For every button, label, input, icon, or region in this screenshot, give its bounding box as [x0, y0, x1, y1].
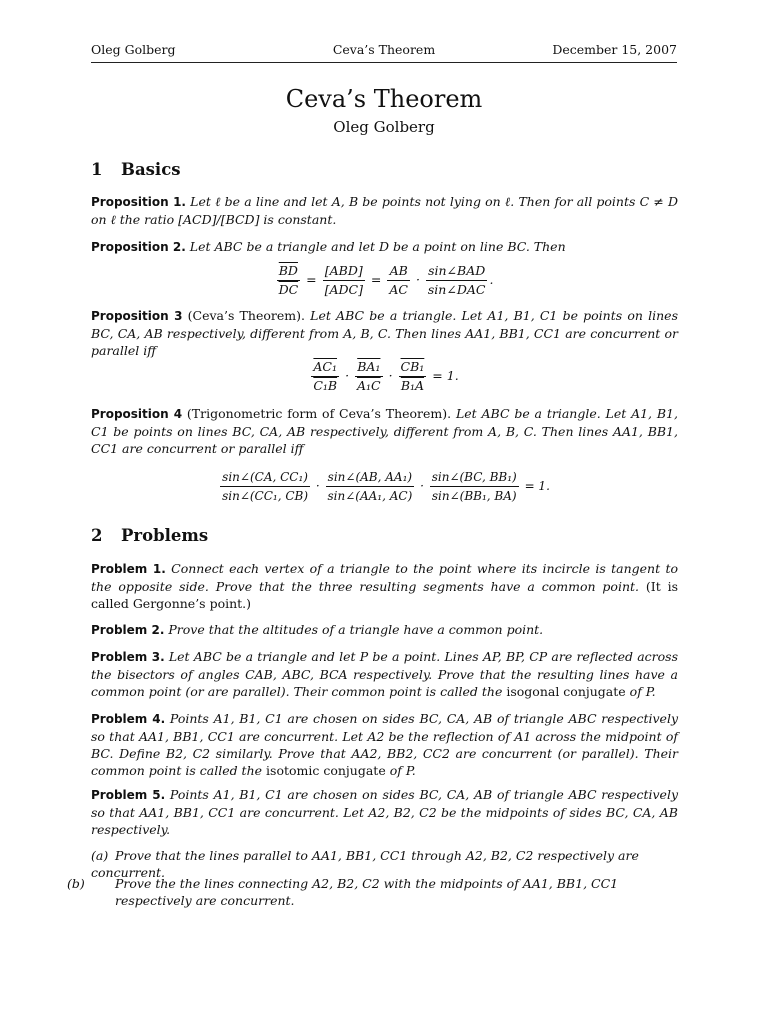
problem-term: isotomic conjugate	[266, 763, 386, 778]
section-number: 2	[91, 526, 103, 545]
fraction	[326, 468, 415, 505]
numerator: AC₁	[311, 358, 339, 377]
proposition-1	[91, 193, 678, 228]
denominator: AC	[389, 282, 408, 297]
denominator: [ADC]	[324, 282, 363, 297]
proposition-label: Proposition 1.	[91, 195, 186, 209]
numerator: CB₁	[399, 358, 427, 377]
denominator: DC	[278, 282, 299, 297]
item-text: Prove the the lines connecting A2, B2, C2 with the midpoints of AA1, BB1, CC1 respectively are concurrent.	[115, 876, 619, 908]
problem-end: of P.	[389, 763, 416, 778]
denominator: B₁A	[400, 378, 425, 393]
fraction	[355, 358, 383, 395]
proposition-label: Proposition 3	[91, 309, 183, 323]
problem-5	[91, 786, 678, 838]
problem-text: Points A1, B1, C1 are chosen on sides BC, CA, AB of triangle ABC respectively so that AA1, BB1, CC1 are concurrent. Let A2 be the reflection of A1 across the midpoint of BC. Define B2, C2 similarly. Prove that AA2, BB2, CC2 are concurrent (or parallel). Their common point is called the	[91, 711, 679, 778]
numerator: sin∠(BC, BB₁)	[430, 468, 519, 487]
problem-label: Problem 2.	[91, 623, 165, 637]
section-number: 1	[91, 160, 103, 179]
equation-trig-ceva: $\frac{\text{sin∠(CA, CC₁)}}{\text{sin∠(CC₁, CB)}}$ · $\frac{\text{sin∠(AB, AA₁)}}{\text{sin∠(AA₁, AC)}}$ · $\frac{\text{sin∠(BC, BB₁)}}{\text{sin∠(BB₁, BA)}}$ = 1.	[222, 470, 550, 503]
equation-rhs: = 1.	[524, 479, 550, 493]
equation-ratio-areas: $\frac{\overline{BD}}{DC}$ = $\frac{\text{[ABD]}}{\text{[ADC]}}$ = $\frac{AB}{AC}$ · $\frac{\text{sin∠BAD}}{\text{sin∠DAC}}$ .	[278, 263, 494, 297]
numerator: [ABD]	[323, 262, 365, 281]
proposition-text: Let ABC be a triangle. Let A1, B1, C1 be points on lines BC, CA, AB respectively, different from A, B, C. Then lines AA1, BB1, CC1 are concurrent or parallel iff	[91, 308, 678, 358]
numerator: BA₁	[355, 358, 383, 377]
problem-label: Problem 1.	[91, 562, 166, 576]
fraction	[399, 358, 427, 395]
header-rule	[91, 62, 677, 63]
denominator: C₁B	[313, 378, 338, 393]
running-header	[91, 42, 677, 62]
problem-4	[91, 710, 678, 779]
problem-3	[91, 648, 678, 700]
fraction	[277, 262, 301, 299]
problem-text: Let ABC be a triangle and let P be a point. Lines AP, BP, CP are reflected across the bisectors of angles CAB, ABC, BCA respectively. Prove that the resulting lines have a common point (or are parallel). Their common point is called the	[91, 649, 678, 699]
item-tag: (a)	[91, 848, 109, 863]
denominator: sin∠DAC	[427, 282, 486, 297]
proposition-2	[91, 238, 678, 256]
section-heading-basics	[91, 160, 181, 179]
problem-1	[91, 560, 678, 612]
denominator: sin∠(CC₁, CB)	[222, 489, 309, 503]
fraction	[430, 468, 519, 505]
proposition-4	[91, 405, 678, 457]
header-author: Oleg Golberg	[91, 42, 176, 57]
fraction	[311, 358, 339, 395]
numerator: sin∠BAD	[426, 262, 488, 281]
problem-label: Problem 5.	[91, 788, 166, 802]
problem-text: Points A1, B1, C1 are chosen on sides BC, CA, AB of triangle ABC respectively so that AA1, BB1, CC1 are concurrent. Let A2, B2, C2 be the midpoints of sides BC, CA, AB respectively.	[91, 787, 679, 837]
header-date: December 15, 2007	[552, 42, 677, 57]
fraction	[323, 262, 365, 299]
proposition-note: (Trigonometric form of Ceva’s Theorem).	[186, 406, 452, 421]
section-heading-problems	[91, 526, 208, 545]
item-text: Prove that the lines parallel to AA1, BB1, CC1 through A2, B2, C2 respectively are concurrent.	[91, 848, 639, 880]
equation-ceva: $\frac{\text{AC₁}}{\text{C₁B}}$ · $\frac{\text{BA₁}}{\text{A₁C}}$ · $\frac{\text{CB₁}}{\text{B₁A}}$ = 1.	[313, 359, 459, 393]
proposition-label: Proposition 2.	[91, 240, 186, 254]
numerator: sin∠(AB, AA₁)	[326, 468, 415, 487]
numerator: sin∠(CA, CC₁)	[220, 468, 310, 487]
problem-text: Prove that the altitudes of a triangle have a common point.	[168, 622, 544, 637]
problem-tail: (It is called Gergonne’s point.)	[91, 579, 678, 611]
fraction	[220, 468, 310, 505]
problem-5-part-b	[67, 875, 678, 909]
proposition-3	[91, 307, 678, 359]
denominator: sin∠(BB₁, BA)	[431, 489, 517, 503]
header-title: Ceva’s Theorem	[332, 42, 436, 57]
problem-2	[91, 621, 678, 639]
numerator: AB	[387, 262, 410, 281]
numerator: $\overline{BD}$	[277, 262, 301, 281]
problem-label: Problem 3.	[91, 650, 165, 664]
item-tag: (b)	[67, 876, 85, 891]
equation-rhs: = 1.	[432, 368, 459, 383]
proposition-text: Let ABC be a triangle and let D be a point on line BC. Then	[189, 239, 566, 254]
document-title: Ceva’s Theorem	[285, 85, 483, 113]
section-title: Problems	[121, 526, 209, 545]
section-title: Basics	[121, 160, 181, 179]
denominator: A₁C	[357, 378, 381, 393]
problem-text: Connect each vertex of a triangle to the point where its incircle is tangent to the opposite side. Prove that the three resulting segments have a common point.	[91, 561, 678, 594]
proposition-label: Proposition 4	[91, 407, 183, 421]
document-author: Oleg Golberg	[333, 118, 435, 136]
problem-term: isogonal conjugate	[506, 684, 626, 699]
problem-label: Problem 4.	[91, 712, 166, 726]
problem-end: of P.	[629, 684, 656, 699]
proposition-text: Let ℓ be a line and let A, B be points not lying on ℓ. Then for all points C ≠ D on ℓ the ratio [ACD]/[BCD] is constant.	[91, 194, 678, 227]
proposition-text: Let ABC be a triangle. Let A1, B1, C1 be points on lines BC, CA, AB respectively, different from A, B, C. Then lines AA1, BB1, CC1 are concurrent or parallel iff	[91, 406, 678, 456]
proposition-note: (Ceva’s Theorem).	[187, 308, 305, 323]
fraction	[387, 262, 410, 299]
fraction	[426, 262, 488, 299]
denominator: sin∠(AA₁, AC)	[327, 489, 413, 503]
